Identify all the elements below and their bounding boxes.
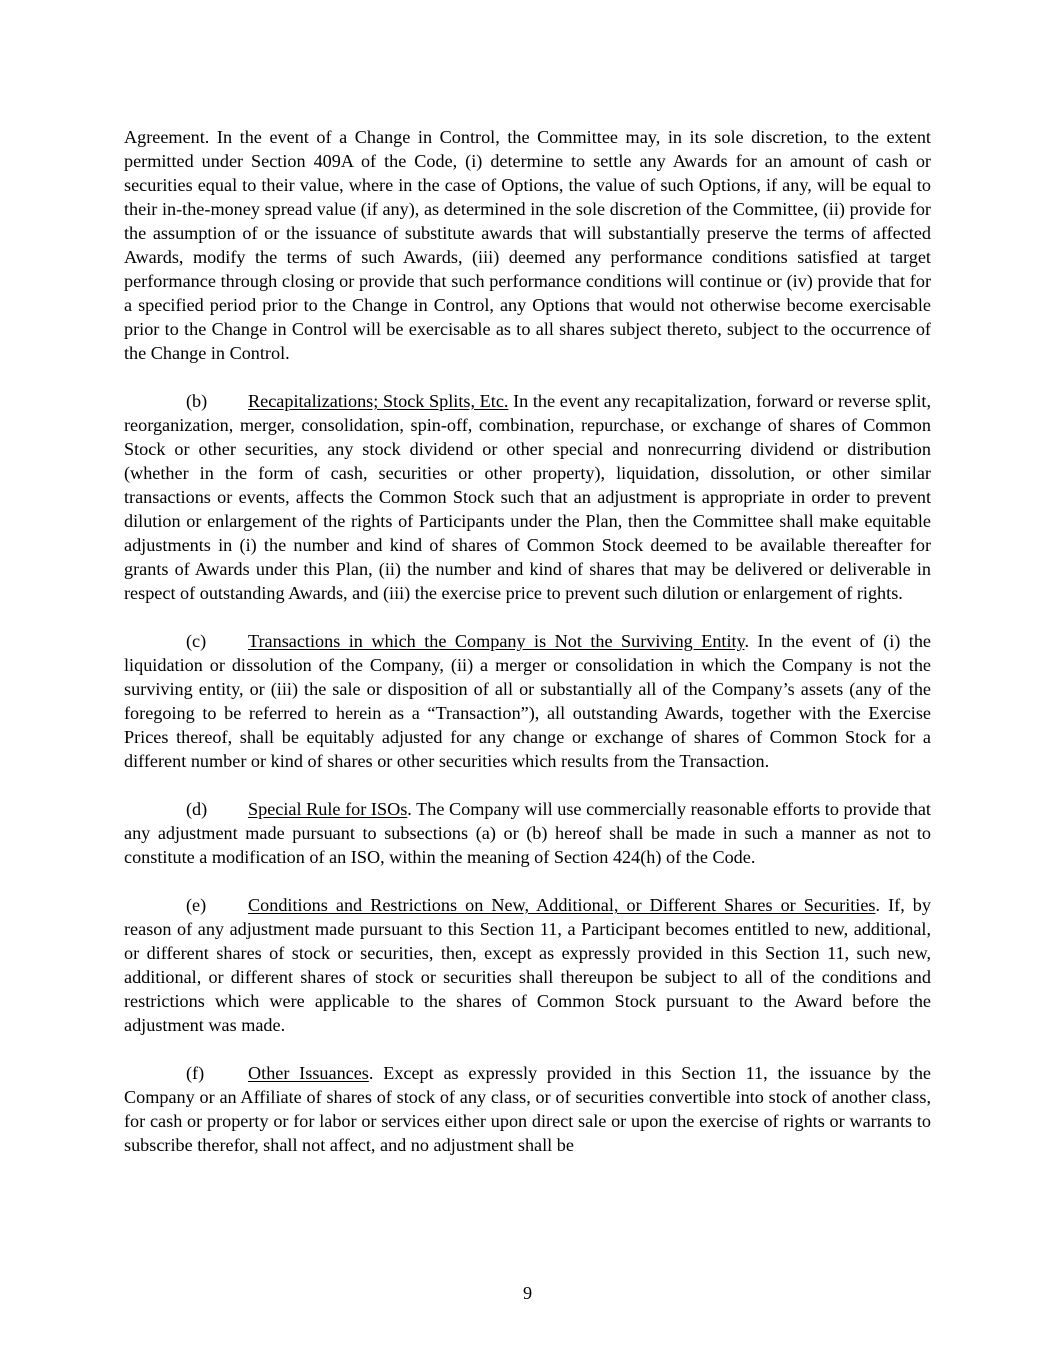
paragraph-heading: Other Issuances <box>248 1063 369 1083</box>
paragraph-text: Except as expressly provided in this Section 11, the issuance by the Company or an Affiliate of shares of stock of any class, or of securities convertible into stock of another class, for cash or property or for labor or services either upon direct sale or upon the exercise of rights or warrants to subscribe therefor, shall not affect, and no adjustment shall be <box>124 1063 932 1155</box>
paragraph-d <box>124 797 931 869</box>
paragraph-e <box>124 893 931 1037</box>
paragraph-c <box>124 629 931 773</box>
paragraph-heading-suffix: . <box>875 895 881 915</box>
paragraph-text: In the event any recapitalization, forward or reverse split, reorganization, merger, consolidation, spin-off, combination, repurchase, or exchange of shares of Common Stock or other securities, any stock dividend or other special and nonrecurring dividend or distribution (whether in the form of cash, securities or other property), liquidation, dissolution, or other similar transactions or events, affects the Common Stock such that an adjustment is appropriate in order to prevent dilution or enlargement of the rights of Participants under the Plan, then the Committee shall make equitable adjustments in (i) the number and kind of shares of Common Stock deemed to be available thereafter for grants of Awards under this Plan, (ii) the number and kind of shares that may be delivered or deliverable in respect of outstanding Awards, and (iii) the exercise price to prevent such dilution or enlargement of rights. <box>124 391 931 603</box>
paragraph-text: The Company will use commercially reasonable efforts to provide that any adjustment made pursuant to subsections (a) or (b) hereof shall be made in such a manner as not to constitute a modification of an ISO, within the meaning of Section 424(h) of the Code. <box>124 799 931 867</box>
paragraph-heading: Recapitalizations; Stock Splits, Etc. <box>248 391 509 411</box>
paragraph-label: (b) <box>186 391 208 411</box>
paragraph-text: In the event of (i) the liquidation or dissolution of the Company, (ii) a merger or consolidation in which the Company is not the surviving entity, or (iii) the sale or disposition of all or substantially all of the Company’s assets (any of the foregoing to be referred to herein as a “Transaction”), all outstanding Awards, together with the Exercise Prices thereof, shall be equitably adjusted for any change or exchange of shares of Common Stock for a different number or kind of shares or other securities which results from the Transaction. <box>124 631 931 771</box>
paragraph-f <box>124 1061 931 1157</box>
paragraph-heading-suffix: . <box>407 799 412 819</box>
paragraph-label: (f) <box>186 1063 205 1083</box>
paragraph-heading: Special Rule for ISOs <box>248 799 408 819</box>
paragraph-text: If, by reason of any adjustment made pursuant to this Section 11, a Participant becomes entitled to new, additional, or different shares of stock or securities, then, except as expressly provided in this Section 11, such new, additional, or different shares of stock or securities shall thereupon be subject to all of the conditions and restrictions which were applicable to the shares of Common Stock pursuant to the Award before the adjustment was made. <box>124 895 931 1035</box>
paragraph-heading-suffix: . <box>744 631 750 651</box>
paragraph-text: Agreement. In the event of a Change in Control, the Committee may, in its sole discretion, to the extent permitted under Section 409A of the Code, (i) determine to settle any Awards for an amount of cash or securities equal to their value, where in the case of Options, the value of such Options, if any, will be equal to their in-the-money spread value (if any), as determined in the sole discretion of the Committee, (ii) provide for the assumption of or the issuance of substitute awards that will substantially preserve the terms of affected Awards, modify the terms of such Awards, (iii) deemed any performance conditions satisfied at target performance through closing or provide that such performance conditions will continue or (iv) provide that for a specified period prior to the Change in Control, any Options that would not otherwise become exercisable prior to the Change in Control will be exercisable as to all shares subject thereto, subject to the occurrence of the Change in Control. <box>124 127 931 363</box>
paragraph-label: (c) <box>186 631 207 651</box>
paragraph-continuation <box>124 125 931 365</box>
paragraph-heading: Conditions and Restrictions on New, Additional, or Different Shares or Securities <box>248 895 876 915</box>
paragraph-b <box>124 389 931 605</box>
paragraph-label: (e) <box>186 895 207 915</box>
paragraph-heading: Transactions in which the Company is Not the Surviving Entity <box>248 631 745 651</box>
document-body <box>124 125 931 1181</box>
paragraph-heading-suffix: . <box>368 1063 374 1083</box>
page-number: 9 <box>522 1283 533 1303</box>
paragraph-label: (d) <box>186 799 208 819</box>
